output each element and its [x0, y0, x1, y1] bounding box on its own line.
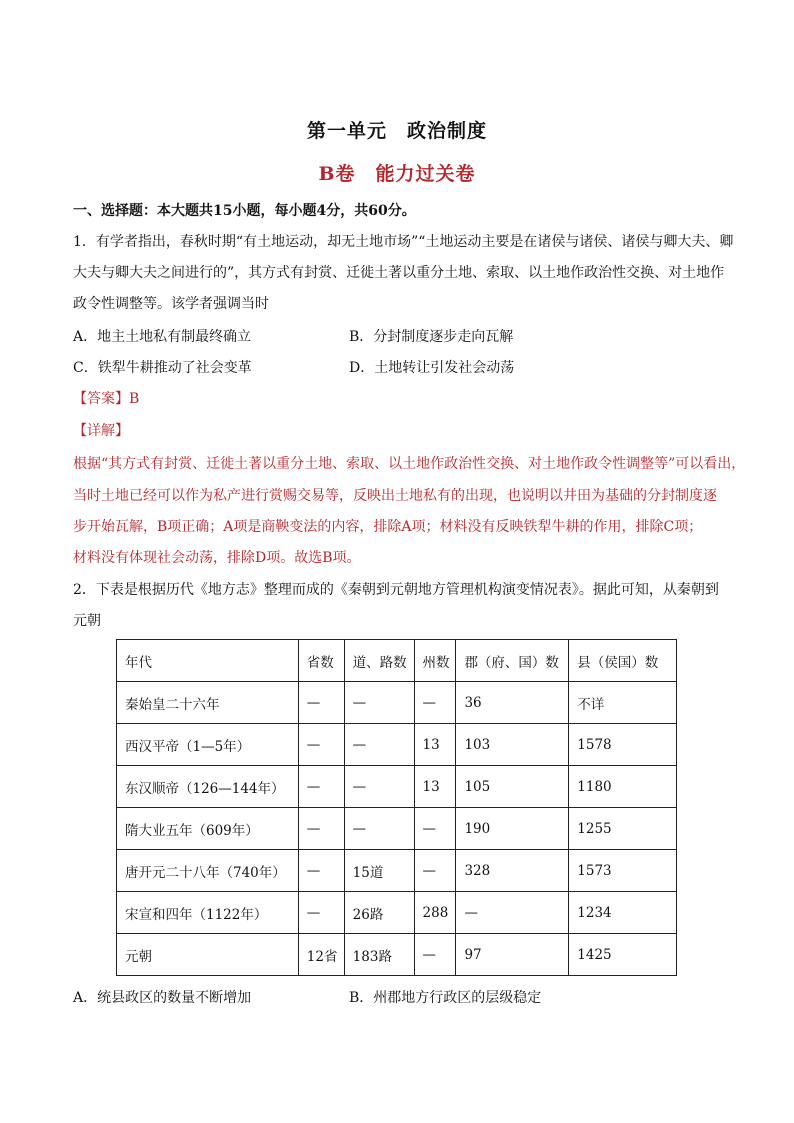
table-cell: 秦始皇二十六年	[117, 682, 299, 724]
table-cell: 13	[414, 766, 456, 808]
paper-subtitle: B卷 能力过关卷	[318, 163, 476, 185]
q1-option-d: D．土地转让引发社会动荡	[349, 360, 515, 376]
table-cell: 328	[456, 850, 569, 892]
table-cell: 97	[456, 934, 569, 976]
q1-explanation-line-4: 材料没有体现社会动荡，排除D项。故选B项。	[73, 550, 361, 566]
table-cell: 宋宣和四年（1122年）	[117, 892, 299, 934]
table-cell: 36	[456, 682, 569, 724]
q1-explanation-line-3: 步开始瓦解，B项正确；A项是商鞅变法的内容，排除A项；材料没有反映铁犁牛耕的作用，排除C项；	[73, 519, 703, 535]
table-header-cell: 省数	[298, 640, 344, 682]
table-cell: 1180	[569, 766, 677, 808]
table-cell: 1255	[569, 808, 677, 850]
table-header-cell: 郡（府、国）数	[456, 640, 569, 682]
table-row	[117, 766, 677, 808]
q2-stem-line-1: 2．下表是根据历代《地方志》整理而成的《秦朝到元朝地方管理机构演变情况表》。据此可知，从秦朝到	[73, 582, 719, 598]
table-cell: —	[414, 850, 456, 892]
table-cell: 唐开元二十八年（740年）	[117, 850, 299, 892]
q2-option-b: B．州郡地方行政区的层级稳定	[349, 990, 542, 1006]
table-cell: 1573	[569, 850, 677, 892]
table-row	[117, 808, 677, 850]
table-cell: 15道	[344, 850, 414, 892]
q1-stem-line-2: 大夫与卿大夫之间进行的”，其方式有封赏、迁徙土著以重分土地、索取、以土地作政治性交换、对土地作	[73, 265, 725, 281]
unit-title: 第一单元 政治制度	[306, 120, 487, 142]
q1-explanation-line-2: 当时土地已经可以作为私产进行赏赐交易等，反映出土地私有的出现，也说明以井田为基础的分封制度逐	[73, 488, 717, 504]
table-cell: 隋大业五年（609年）	[117, 808, 299, 850]
q1-stem-line-3: 政令性调整等。该学者强调当时	[73, 296, 269, 312]
table-cell: 103	[456, 724, 569, 766]
q2-stem-line-2: 元朝	[73, 613, 101, 629]
q1-detail-label: 【详解】	[73, 423, 129, 439]
table-row	[117, 682, 677, 724]
table-cell: —	[298, 724, 344, 766]
table-cell: 西汉平帝（1—5年）	[117, 724, 299, 766]
table-cell: —	[298, 766, 344, 808]
table-header-cell: 州数	[414, 640, 456, 682]
table-header-cell: 年代	[117, 640, 299, 682]
table-cell: —	[344, 766, 414, 808]
table-cell: —	[414, 934, 456, 976]
table-cell: 105	[456, 766, 569, 808]
table-cell: 12省	[298, 934, 344, 976]
q1-option-b: B．分封制度逐步走向瓦解	[349, 329, 514, 345]
table-cell: —	[298, 892, 344, 934]
table-cell: 1578	[569, 724, 677, 766]
table-cell: 1425	[569, 934, 677, 976]
q1-stem-line-1: 1．有学者指出，春秋时期“有土地运动，却无土地市场”“土地运动主要是在诸侯与诸侯、诸侯与卿大夫、卿	[73, 234, 734, 250]
table-cell: —	[414, 682, 456, 724]
table-cell: 13	[414, 724, 456, 766]
table-cell: —	[414, 808, 456, 850]
table-cell: —	[298, 682, 344, 724]
table-row	[117, 892, 677, 934]
table-cell: 288	[414, 892, 456, 934]
table-cell: 不详	[569, 682, 677, 724]
table-cell: 元朝	[117, 934, 299, 976]
section-heading: 一、选择题：本大题共15小题，每小题4分，共60分。	[73, 203, 416, 219]
admin-structure-table	[116, 639, 677, 976]
q1-option-c: C．铁犁牛耕推动了社会变革	[73, 360, 252, 376]
table-cell: —	[344, 724, 414, 766]
table-cell: —	[344, 682, 414, 724]
table-header-cell: 道、路数	[344, 640, 414, 682]
q1-explanation-line-1: 根据“其方式有封赏、迁徙土著以重分土地、索取、以土地作政治性交换、对土地作政令性调整等”可以看出，	[73, 456, 746, 472]
table-cell: 190	[456, 808, 569, 850]
table-row	[117, 724, 677, 766]
q2-option-a: A．统县政区的数量不断增加	[73, 990, 252, 1006]
table-cell: —	[298, 808, 344, 850]
table-row	[117, 850, 677, 892]
table-row	[117, 934, 677, 976]
table-cell: —	[298, 850, 344, 892]
table-cell: —	[456, 892, 569, 934]
table-cell: 1234	[569, 892, 677, 934]
table-header-row	[117, 640, 677, 682]
table-cell: 26路	[344, 892, 414, 934]
table-cell: 东汉顺帝（126—144年）	[117, 766, 299, 808]
table-header-cell: 县（侯国）数	[569, 640, 677, 682]
table-cell: 183路	[344, 934, 414, 976]
q1-answer: 【答案】B	[73, 391, 140, 407]
q1-option-a: A．地主土地私有制最终确立	[73, 329, 252, 345]
table-cell: —	[344, 808, 414, 850]
